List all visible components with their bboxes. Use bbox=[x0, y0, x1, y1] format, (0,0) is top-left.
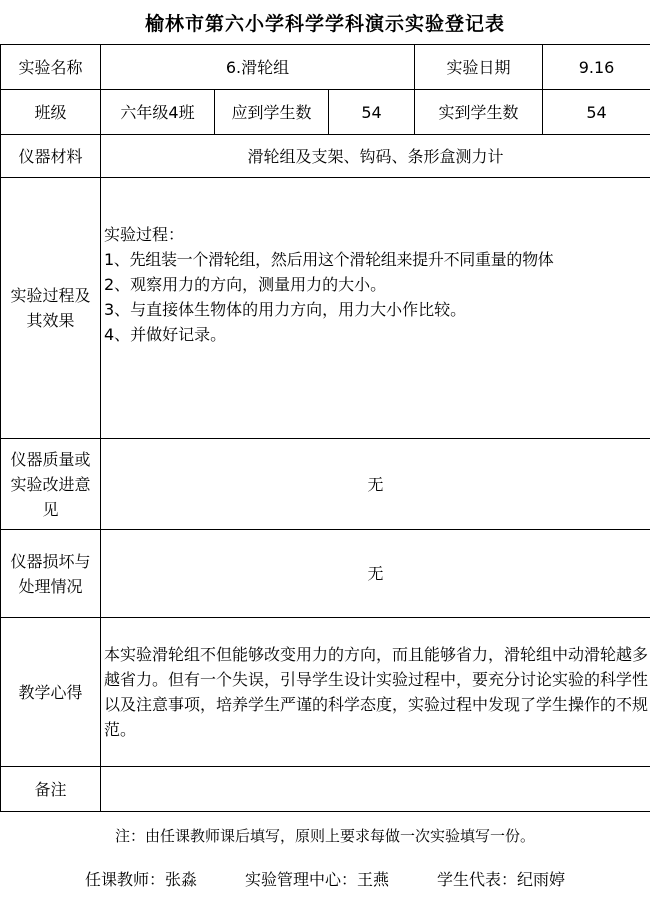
experiment-name-value: 6.滑轮组 bbox=[101, 45, 415, 90]
teacher-signature: 任课教师：张淼 bbox=[84, 869, 197, 889]
quality-opinion-value: 无 bbox=[101, 439, 650, 530]
damage-handling-value: 无 bbox=[101, 530, 650, 618]
process-label: 实验过程及其效果 bbox=[1, 178, 101, 439]
remarks-label: 备注 bbox=[1, 767, 101, 812]
teaching-insight-label: 教学心得 bbox=[1, 618, 101, 767]
process-line: 2、观察用力的方向，测量用力的大小。 bbox=[104, 275, 387, 294]
process-line: 4、并做好记录。 bbox=[104, 325, 227, 344]
experiment-date-value: 9.16 bbox=[543, 45, 650, 90]
registration-table bbox=[0, 44, 650, 812]
footer-note: 注：由任课教师课后填写，原则上要求每做一次实验填写一份。 bbox=[114, 826, 535, 845]
expected-students-value: 54 bbox=[329, 90, 415, 135]
expected-students-label: 应到学生数 bbox=[215, 90, 329, 135]
experiment-date-label: 实验日期 bbox=[415, 45, 543, 90]
materials-value: 滑轮组及支架、钩码、条形盒测力计 bbox=[101, 135, 650, 178]
row-experiment-name bbox=[1, 45, 650, 90]
signature-line bbox=[0, 856, 650, 900]
process-line: 3、与直接体生物体的用力方向，用力大小作比较。 bbox=[104, 300, 467, 319]
process-line: 实验过程： bbox=[104, 225, 185, 244]
process-line: 1、先组装一个滑轮组，然后用这个滑轮组来提升不同重量的物体 bbox=[104, 250, 554, 269]
experiment-name-label: 实验名称 bbox=[1, 45, 101, 90]
class-label: 班级 bbox=[1, 90, 101, 135]
class-value: 六年级4班 bbox=[101, 90, 215, 135]
quality-opinion-label: 仪器质量或实验改进意见 bbox=[1, 439, 101, 530]
actual-students-label: 实到学生数 bbox=[415, 90, 543, 135]
row-teaching bbox=[1, 618, 650, 767]
process-value bbox=[101, 178, 650, 439]
row-damage bbox=[1, 530, 650, 618]
row-materials bbox=[1, 135, 650, 178]
student-rep-signature: 学生代表：纪雨婷 bbox=[437, 869, 566, 889]
damage-handling-label: 仪器损坏与处理情况 bbox=[1, 530, 101, 618]
remarks-value bbox=[101, 767, 650, 812]
row-process bbox=[1, 178, 650, 439]
lab-center-signature: 实验管理中心：王燕 bbox=[244, 869, 389, 889]
materials-label: 仪器材料 bbox=[1, 135, 101, 178]
row-class bbox=[1, 90, 650, 135]
actual-students-value: 54 bbox=[543, 90, 650, 135]
form-title: 榆林市第六小学科学学科演示实验登记表 bbox=[144, 12, 505, 35]
teaching-insight-value: 本实验滑轮组不但能够改变用力的方向，而且能够省力，滑轮组中动滑轮越多越省力。但有一个失误，引导学生设计实验过程中，要充分讨论实验的科学性以及注意事项，培养学生严谨的科学态度，实验过程中发现了学生操作的不规范。 bbox=[101, 618, 650, 767]
row-remarks bbox=[1, 767, 650, 812]
row-quality-opinion bbox=[1, 439, 650, 530]
